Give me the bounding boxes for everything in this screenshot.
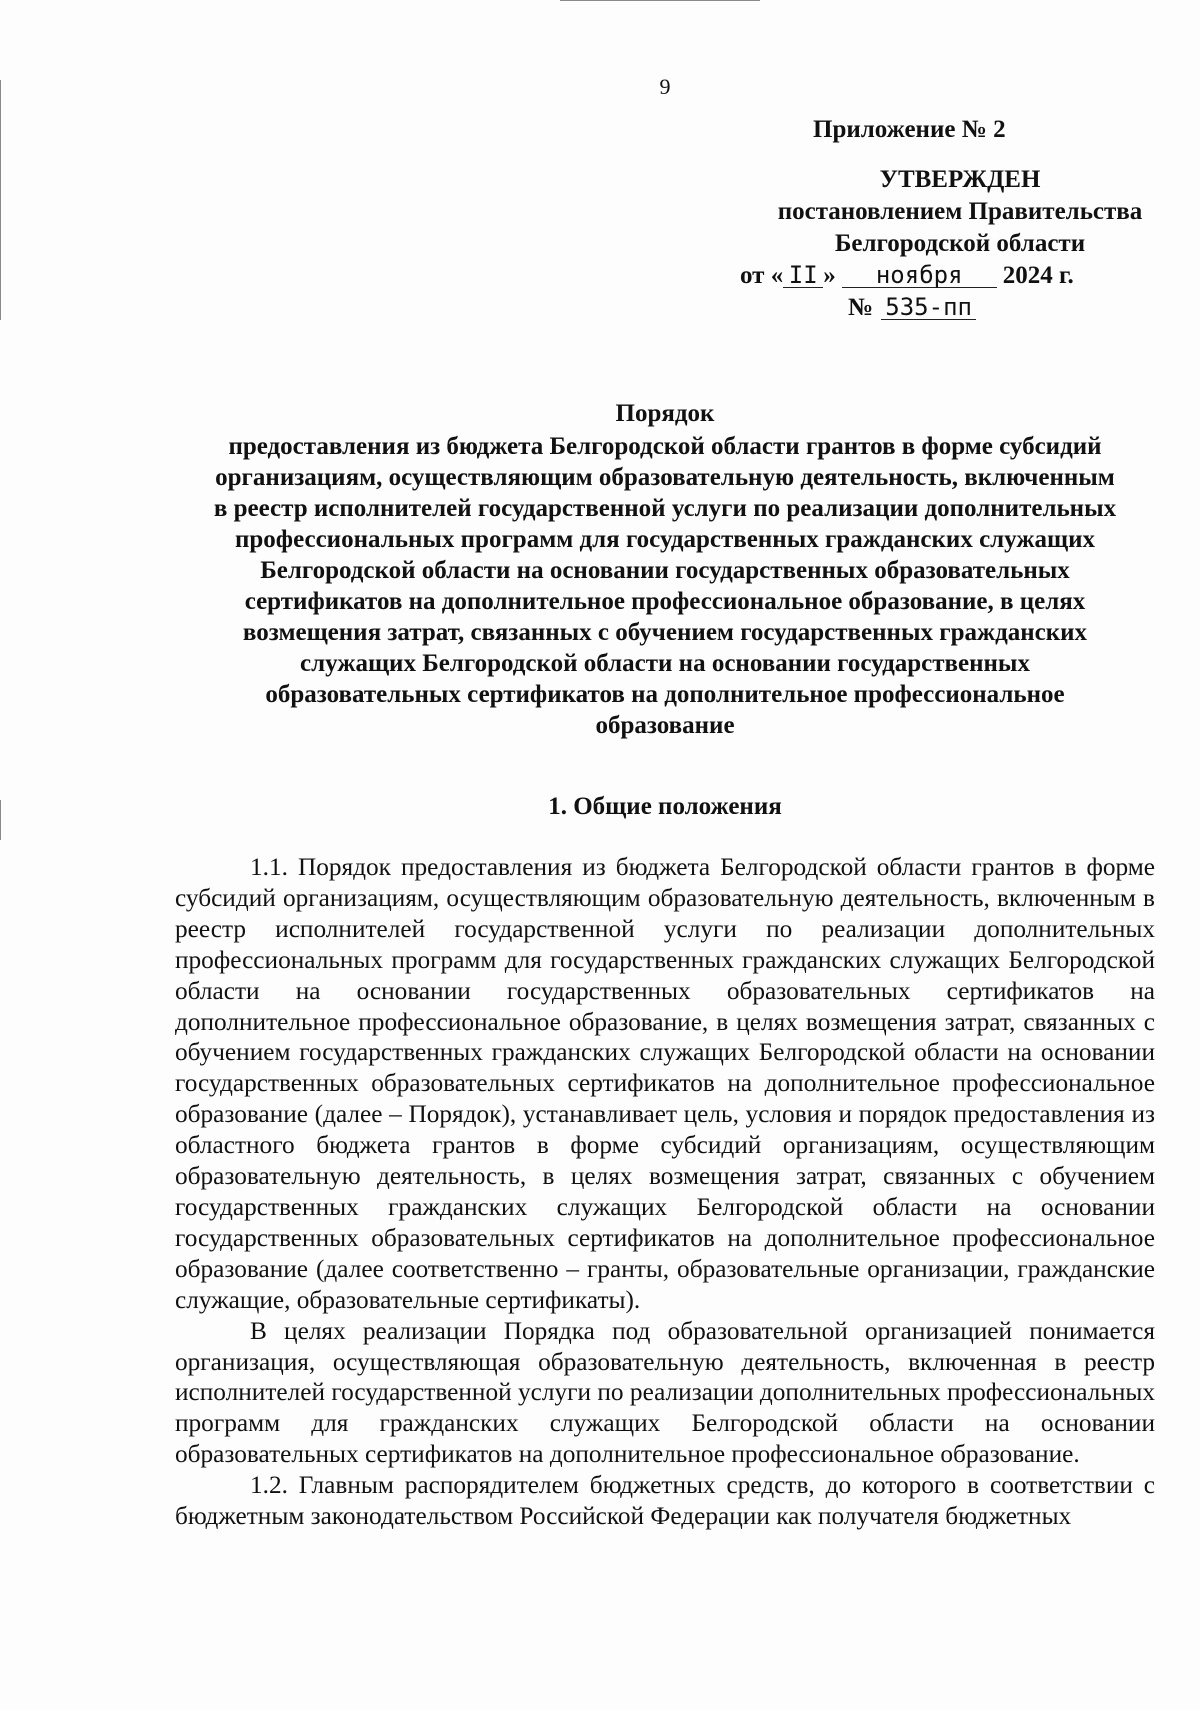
date-prefix: от « <box>740 262 784 289</box>
approval-date <box>680 260 1200 292</box>
approved-stamp-text: УТВЕРЖДЕН <box>879 166 1041 193</box>
title-line: в реестр исполнителей государственной услуги по реализации дополнительных <box>213 495 1117 522</box>
title-line: служащих Белгородской области на основании государственных <box>300 650 1030 677</box>
title-line: профессиональных программ для государственных гражданских служащих <box>234 526 1095 553</box>
handwritten-number: 535-пп <box>881 295 976 320</box>
number-prefix: № <box>848 294 874 321</box>
document-title <box>175 398 1155 741</box>
title-line: Белгородской области на основании государственных образовательных <box>260 557 1070 584</box>
title-line: возмещения затрат, связанных с обучением государственных гражданских <box>242 619 1088 646</box>
issuer-line-2: Белгородской области <box>834 230 1086 257</box>
date-year: 2024 г. <box>1002 262 1074 289</box>
page-number: 9 <box>659 74 671 99</box>
paragraph: 1.1. Порядок предоставления из бюджета Белгородской области грантов в форме субсидий организациям, осуществляющим образовательную деятельность, включенным в реестр исполнителей государственной услуги по реализации дополнительных профессиональных программ для государственных гражданских служащих Белгородской области на основании государственных образовательных сертификатов на дополнительное профессиональное образование, в целях возмещения затрат, связанных с обучением государственных гражданских служащих Белгородской области на основании государственных образовательных сертификатов на дополнительное профессиональное образование (далее – Порядок), устанавливает цель, условия и порядок предоставления из областного бюджета грантов в форме субсидий организациям, осуществляющим образовательную деятельность, в целях возмещения затрат, связанных с обучением государственных гражданских служащих Белгородской области на основании государственных образовательных сертификатов на дополнительное профессиональное образование (далее соответственно – гранты, образовательные организации, гражданские служащие, образовательные сертификаты). <box>175 853 1155 1314</box>
annex-label: Приложение № 2 <box>813 116 1006 143</box>
section-body <box>175 852 1155 1532</box>
title-line: образовательных сертификатов на дополнительное профессиональное <box>265 681 1065 708</box>
section-heading: 1. Общие положения <box>548 793 782 820</box>
scan-edge-left <box>0 80 1 320</box>
title-line: организациям, осуществляющим образовательную деятельность, включенным <box>215 464 1115 491</box>
handwritten-day: II <box>783 263 823 288</box>
title-line: образование <box>595 712 735 739</box>
paragraph: В целях реализации Порядка под образовательной организацией понимается организация, осуществляющая образовательную деятельность, включенная в реестр исполнителей государственной услуги по реализации дополнительных профессиональных программ для гражданских служащих Белгородской области на основании образовательных сертификатов на дополнительное профессиональное образование. <box>175 1316 1155 1469</box>
paragraph: 1.2. Главным распорядителем бюджетных средств, до которого в соответствии с бюджетным законодательством Российской Федерации как получателя бюджетных <box>175 1471 1155 1531</box>
title-heading: Порядок <box>615 400 715 427</box>
title-line: предоставления из бюджета Белгородской области грантов в форме субсидий <box>228 433 1102 460</box>
handwritten-month: ноября <box>842 263 997 288</box>
date-mid: » <box>823 262 836 289</box>
scan-edge-left-lower <box>0 800 1 840</box>
approval-number <box>680 292 1200 324</box>
approval-block <box>680 114 1200 324</box>
title-line: сертификатов на дополнительное профессиональное образование, в целях <box>244 588 1086 615</box>
issuer-line-1: постановлением Правительства <box>777 198 1143 225</box>
scan-edge-top <box>560 0 760 1</box>
